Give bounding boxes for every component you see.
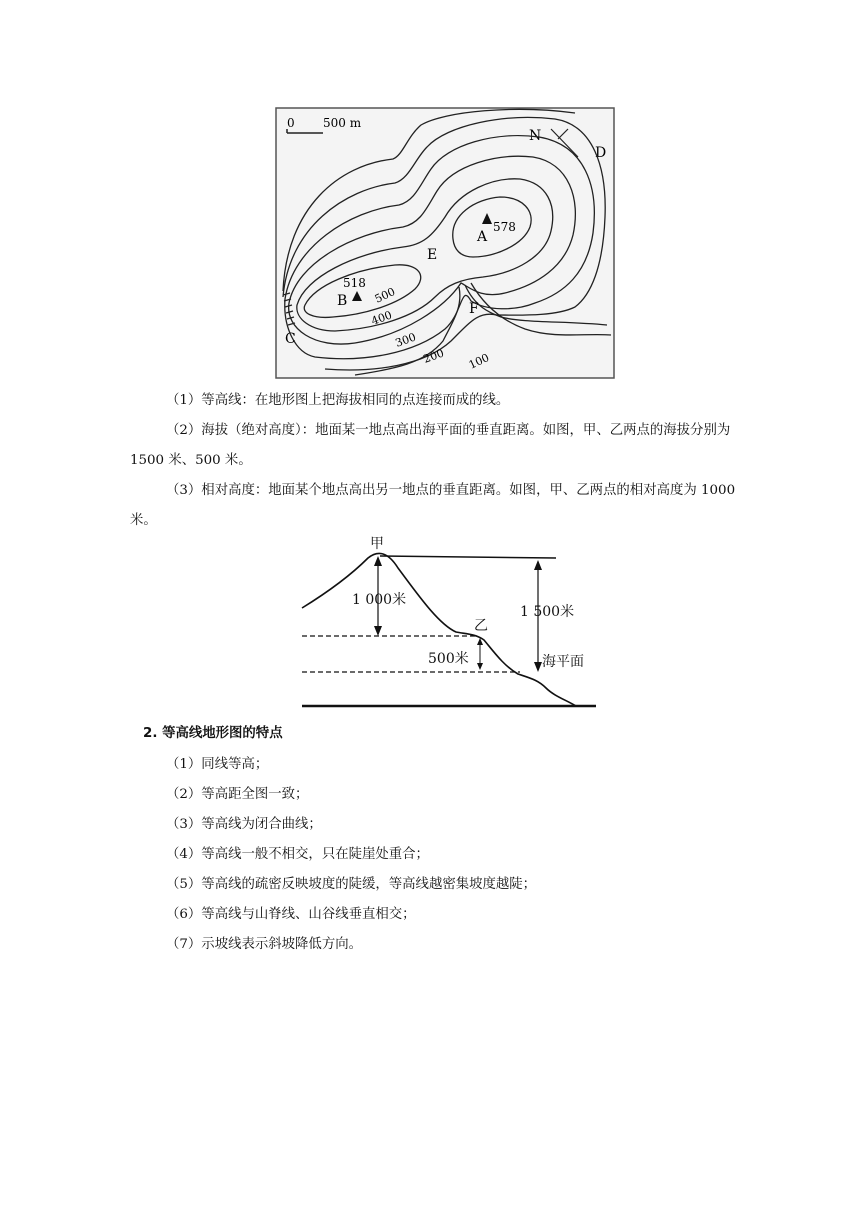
sea-level-label: 海平面 (542, 654, 584, 670)
scale-zero: 0 (287, 116, 295, 130)
point-jia-label: 甲 (370, 536, 384, 552)
contour-label-400: 400 (369, 308, 394, 328)
yi-altitude-label: 500米 (428, 651, 469, 667)
contour-label-100: 100 (466, 351, 492, 372)
point-b-label: B (337, 293, 348, 309)
feature-item: （1）同线等高； (166, 757, 269, 772)
definition-contour-line: （1）等高线：在地形图上把海拔相同的点连接而成的线。 (166, 393, 510, 408)
feature-item: （6）等高线与山脊线、山谷线垂直相交； (166, 907, 416, 922)
contour-map (275, 107, 615, 379)
altitude-profile (298, 534, 598, 710)
feature-item: （5）等高线的疏密反映坡度的陡缓，等高线越密集坡度越陡； (166, 877, 537, 892)
relative-height-label: 1 000米 (352, 592, 407, 608)
scale-label: 500 m (323, 116, 362, 130)
contour-label-500: 500 (372, 285, 398, 306)
point-d-label: D (595, 145, 607, 161)
feature-item: （3）等高线为闭合曲线； (166, 817, 322, 832)
point-a-label: A (477, 229, 488, 245)
feature-item: （7）示坡线表示斜坡降低方向。 (166, 937, 362, 952)
point-c-label: C (285, 331, 296, 347)
point-e-label: E (427, 247, 438, 263)
definition-altitude: （2）海拔（绝对高度）：地面某一地点高出海平面的垂直距离。如图，甲、乙两点的海拔分别为 1500 米、500 米。 (130, 423, 731, 468)
definition-relative-height: （3）相对高度：地面某个地点高出另一地点的垂直距离。如图，甲、乙两点的相对高度为 1000 米。 (130, 483, 736, 528)
feature-item: （2）等高距全图一致； (166, 787, 309, 802)
contour-label-200: 200 (421, 346, 446, 366)
peak-a-elevation: 578 (493, 220, 516, 234)
north-label: N (529, 128, 542, 144)
absolute-height-label: 1 500米 (520, 604, 575, 620)
feature-item: （4）等高线一般不相交，只在陡崖处重合； (166, 847, 429, 862)
contour-label-300: 300 (393, 330, 418, 350)
peak-b-elevation: 518 (343, 276, 366, 290)
section-heading: 2. 等高线地形图的特点 (143, 726, 283, 741)
point-yi-label: 乙 (474, 618, 488, 634)
terrain-profile (302, 553, 576, 706)
point-f-label: F (469, 301, 479, 317)
